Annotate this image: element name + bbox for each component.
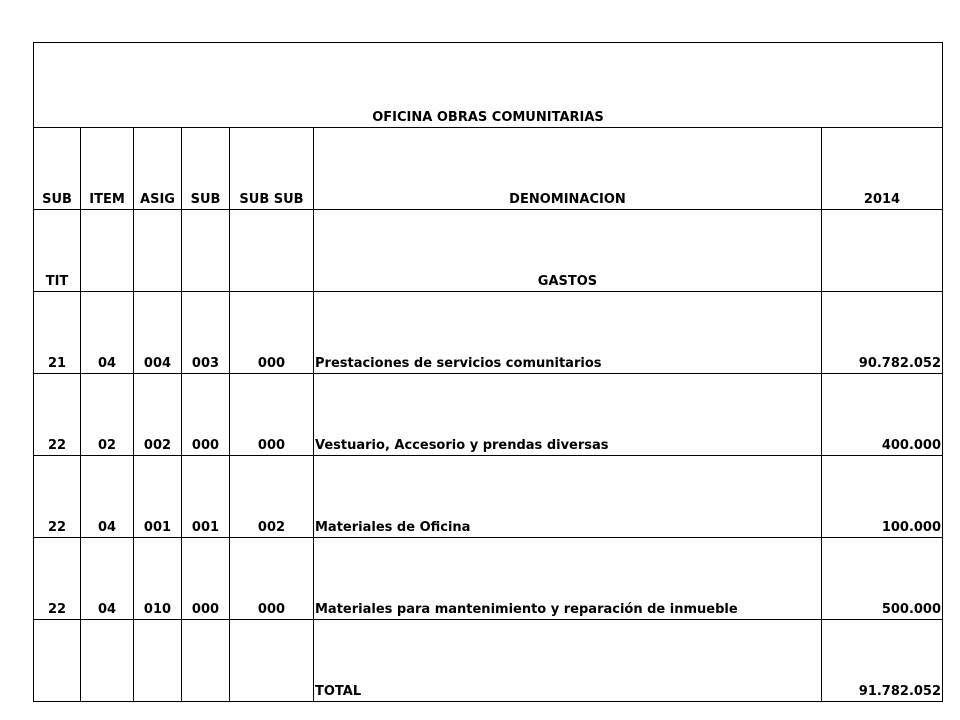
cell-denominacion: Materiales de Oficina: [314, 456, 822, 538]
cell-item: 04: [81, 456, 134, 538]
cell-subsub: 000: [230, 538, 314, 620]
empty-cell: [230, 210, 314, 292]
cell-subasig: 001: [182, 456, 230, 538]
empty-cell: [230, 620, 314, 702]
cell-amount: 400.000: [822, 374, 943, 456]
total-row: [34, 620, 943, 702]
cell-asig: 002: [134, 374, 182, 456]
budget-table: [33, 42, 943, 702]
header-item: ITEM: [81, 128, 134, 210]
cell-denominacion: Materiales para mantenimiento y reparación de inmueble: [314, 538, 822, 620]
cell-amount: 90.782.052: [822, 292, 943, 374]
empty-cell: [182, 210, 230, 292]
cell-sub: 21: [34, 292, 81, 374]
cell-amount: 500.000: [822, 538, 943, 620]
cell-denominacion: Prestaciones de servicios comunitarios: [314, 292, 822, 374]
empty-cell: [81, 210, 134, 292]
cell-item: 04: [81, 538, 134, 620]
table-title: OFICINA OBRAS COMUNITARIAS: [34, 43, 943, 128]
empty-cell: [134, 620, 182, 702]
cell-denominacion: Vestuario, Accesorio y prendas diversas: [314, 374, 822, 456]
header-year: 2014: [822, 128, 943, 210]
header-sub: SUB: [34, 128, 81, 210]
header-denominacion: DENOMINACION: [314, 128, 822, 210]
empty-cell: [182, 620, 230, 702]
cell-item: 02: [81, 374, 134, 456]
cell-sub: 22: [34, 538, 81, 620]
cell-item: 04: [81, 292, 134, 374]
table-row: [34, 374, 943, 456]
cell-subsub: 000: [230, 374, 314, 456]
cell-amount: 100.000: [822, 456, 943, 538]
table-row: [34, 538, 943, 620]
section-label: GASTOS: [314, 210, 822, 292]
section-tit: TIT: [34, 210, 81, 292]
header-row: [34, 128, 943, 210]
cell-subsub: 000: [230, 292, 314, 374]
header-subasig: SUB: [182, 128, 230, 210]
total-amount: 91.782.052: [822, 620, 943, 702]
cell-subasig: 003: [182, 292, 230, 374]
empty-cell: [81, 620, 134, 702]
cell-asig: 004: [134, 292, 182, 374]
cell-asig: 001: [134, 456, 182, 538]
cell-sub: 22: [34, 374, 81, 456]
empty-cell: [134, 210, 182, 292]
cell-subsub: 002: [230, 456, 314, 538]
cell-asig: 010: [134, 538, 182, 620]
cell-sub: 22: [34, 456, 81, 538]
cell-subasig: 000: [182, 538, 230, 620]
empty-cell: [822, 210, 943, 292]
table-row: [34, 456, 943, 538]
header-subsub: SUB SUB: [230, 128, 314, 210]
table-row: [34, 292, 943, 374]
total-label: TOTAL: [314, 620, 822, 702]
title-row: [34, 43, 943, 128]
header-asig: ASIG: [134, 128, 182, 210]
section-row: [34, 210, 943, 292]
empty-cell: [34, 620, 81, 702]
cell-subasig: 000: [182, 374, 230, 456]
